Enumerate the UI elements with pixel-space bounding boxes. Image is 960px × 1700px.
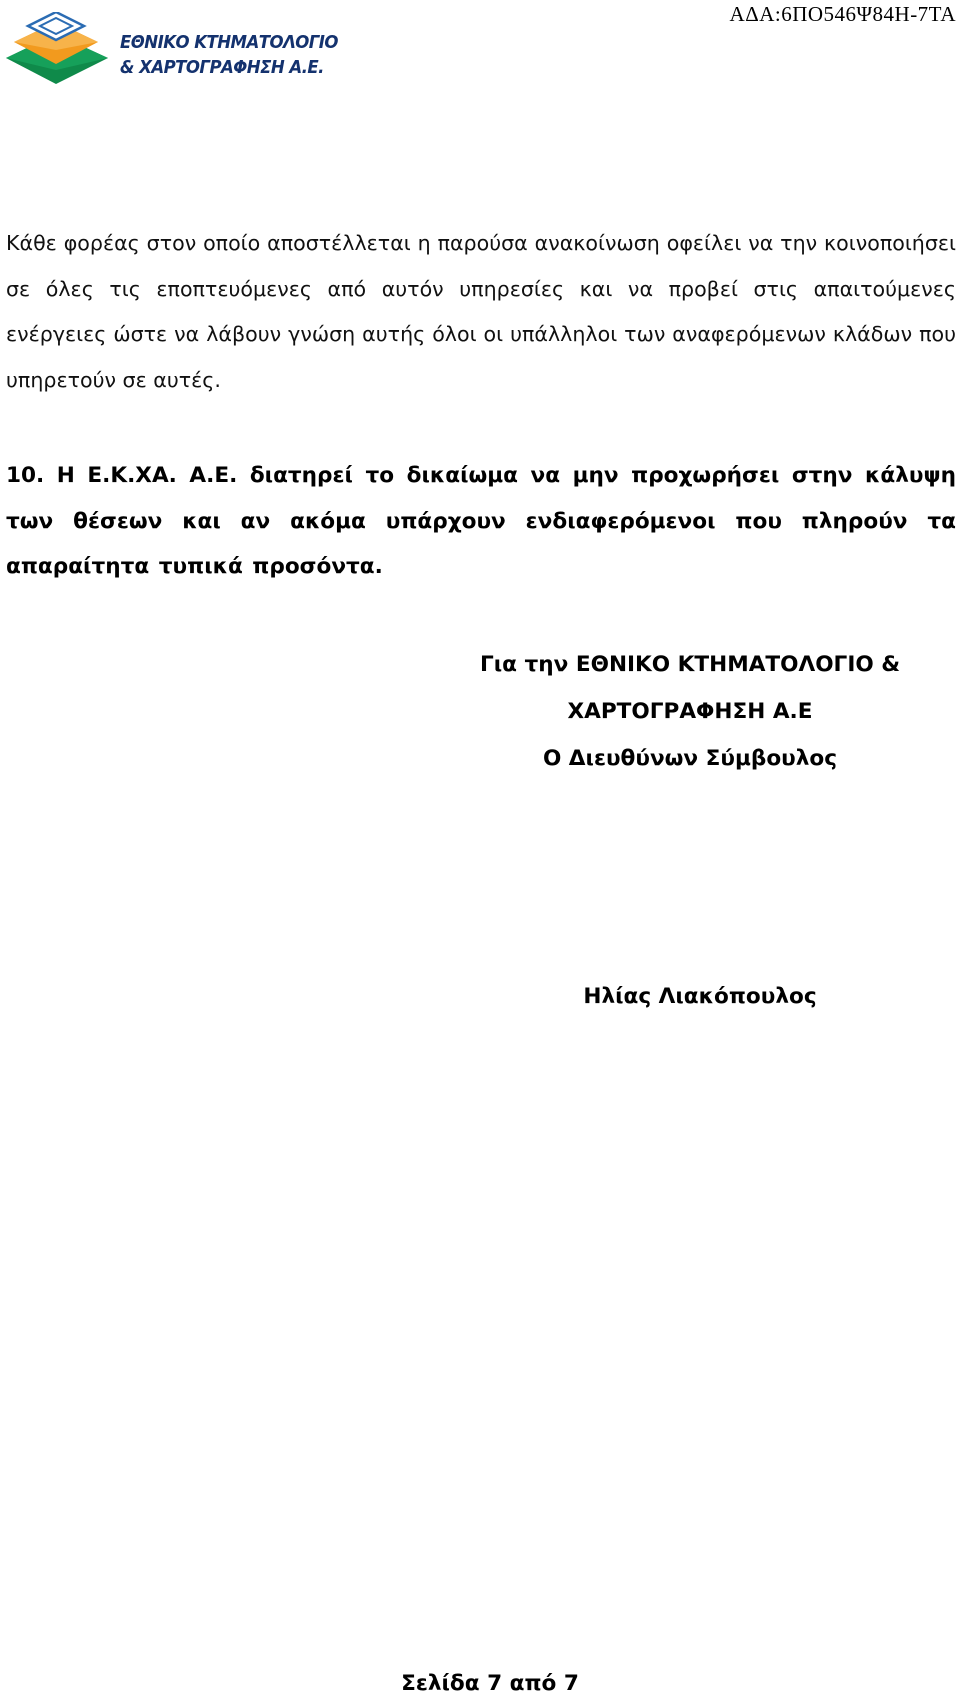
ada-code: ΑΔΑ:6ΠΟ546Ψ84Η-7ΤΑ (729, 2, 956, 26)
signature-org-line-2: ΧΑΡΤΟΓΡΑΦΗΣΗ Α.Ε (567, 699, 813, 724)
clause-10-paragraph: 10. Η Ε.Κ.ΧΑ. Α.Ε. διατηρεί το δικαίωμα να μην προχωρήσει στην κάλυψη των θέσεων και αν ακόμα υπάρχουν ενδιαφερόμενοι που πληρούν τα απαραίτητα τυπικά προσόντα. (6, 463, 956, 579)
signature-role: Ο Διευθύνων Σύμβουλος (542, 746, 838, 771)
logo-text-line-2: & ΧΑΡΤΟΓΡΑΦΗΣΗ Α.Ε. (120, 57, 324, 78)
signature-block (460, 641, 920, 782)
logo-mark-icon (6, 12, 116, 92)
logo-text (120, 30, 341, 80)
organization-logo (6, 12, 346, 92)
logo-text-line-1: ΕΘΝΙΚΟ ΚΤΗΜΑΤΟΛΟΓΙΟ (120, 32, 338, 53)
page-number: Σελίδα 7 από 7 (401, 1671, 579, 1696)
signatory-name: Ηλίας Λιακόπουλος (583, 984, 817, 1009)
signature-org-line-1: Για την ΕΘΝΙΚΟ ΚΤΗΜΑΤΟΛΟΓΙΟ & (479, 652, 901, 677)
notice-paragraph: Κάθε φορέας στον οποίο αποστέλλεται η παρούσα ανακοίνωση οφείλει να την κοινοποιήσει σε όλες τις εποπτευόμενες από αυτόν υπηρεσίες και να προβεί στις απαιτούμενες ενέργειες ώστε να λάβουν γνώση αυτής όλοι οι υπάλληλοι των αναφερόμενων κλάδων που υπηρετούν σε αυτές. (6, 231, 956, 392)
